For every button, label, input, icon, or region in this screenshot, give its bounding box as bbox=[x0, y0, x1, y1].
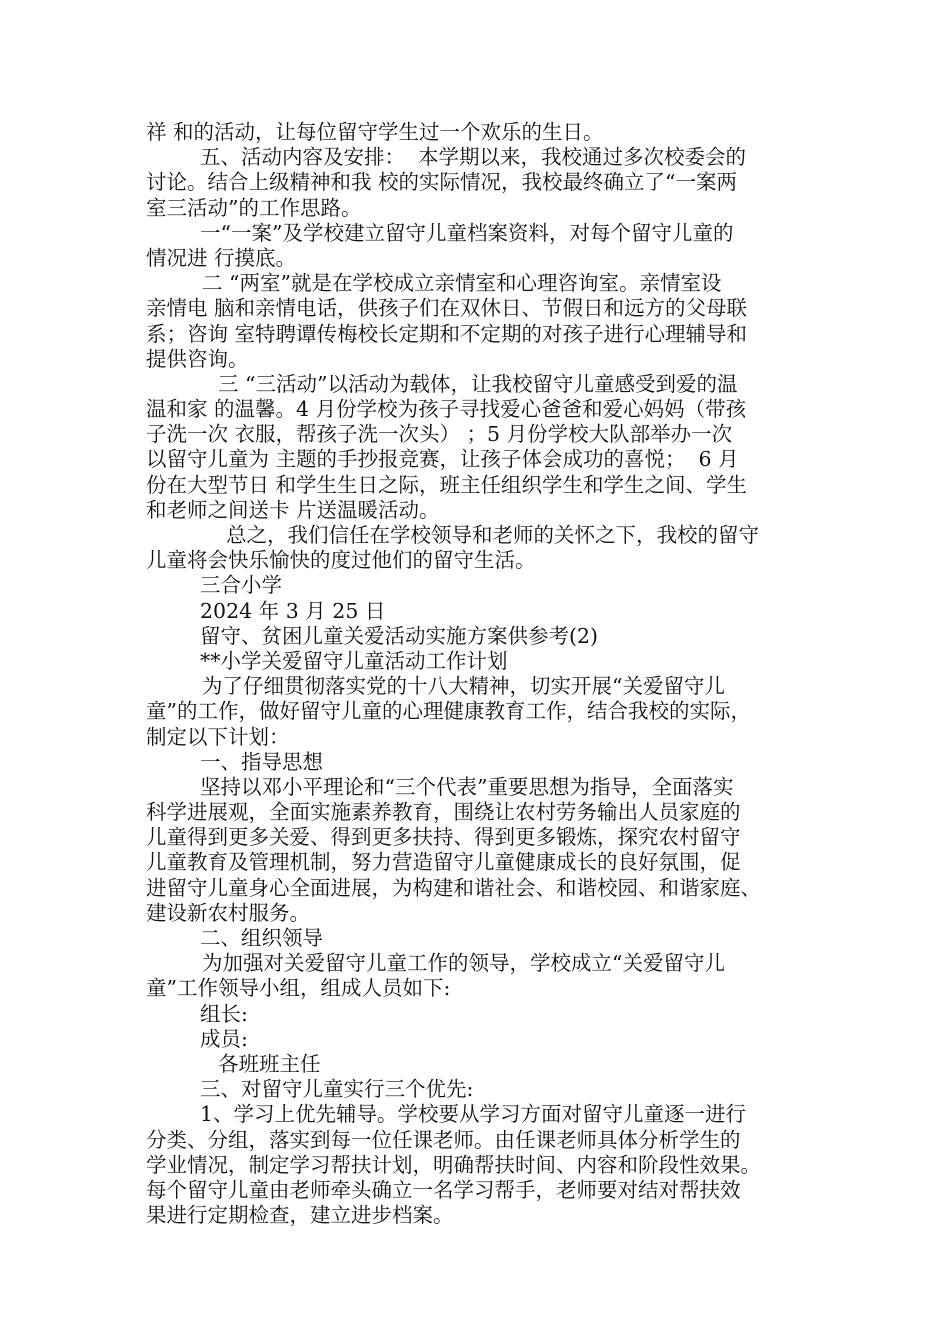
text-line: 以留守儿童为 主题的手抄报竞赛，让孩子体会成功的喜悦； 6 月 bbox=[146, 447, 739, 472]
text-line: 份在大型节日 和学生生日之际，班主任组织学生和学生之间、学生 bbox=[146, 472, 748, 497]
text-line: 学业情况，制定学习帮扶计划，明确帮扶时间、内容和阶段性效果。 bbox=[146, 1152, 761, 1177]
text-line: 室三活动”的工作思路。 bbox=[146, 195, 362, 220]
text-line: 分类、分组，落实到每一位任课老师。由任课老师具体分析学生的 bbox=[146, 1127, 741, 1152]
text-line: 二 “两室”就是在学校成立亲情室和心理咨询室。亲情室设 bbox=[202, 271, 722, 296]
text-line: 科学进展观，全面实施素养教育，围绕让农村劳务输出人员家庭的 bbox=[146, 800, 741, 825]
text-line: 三合小学 bbox=[200, 573, 282, 598]
text-line: 祥 和的活动，让每位留守学生过一个欢乐的生日。 bbox=[146, 120, 604, 144]
text-line: 儿童得到更多关爱、得到更多扶持、得到更多锻炼，探究农村留守 bbox=[146, 825, 741, 850]
text-line: 讨论。结合上级精神和我 校的实际情况，我校最终确立了“一案两 bbox=[146, 170, 737, 195]
text-line: 为了仔细贯彻落实党的十八大精神，切实开展“关爱留守儿 bbox=[202, 674, 725, 699]
text-line: 为加强对关爱留守儿童工作的领导，学校成立“关爱留守儿 bbox=[202, 951, 725, 976]
text-line: 2024 年 3 月 25 日 bbox=[200, 598, 386, 623]
text-line: 童”的工作，做好留守儿童的心理健康教育工作，结合我校的实际， bbox=[146, 699, 751, 724]
text-line: 留守、贫困儿童关爱活动实施方案供参考(2) bbox=[200, 623, 599, 648]
text-line: 进留守儿童身心全面进展，为构建和谐社会、和谐校园、和谐家庭、 bbox=[146, 875, 761, 900]
text-line: 各班班主任 bbox=[218, 1051, 321, 1076]
text-line: 三 “三活动”以活动为载体，让我校留守儿童感受到爱的温 bbox=[218, 371, 738, 396]
text-line: 情况进 行摸底。 bbox=[146, 245, 297, 270]
text-line: 和老师之间送卡 片送温暖活动。 bbox=[146, 497, 440, 522]
document-page bbox=[146, 120, 816, 1228]
text-line: 二、组织领导 bbox=[200, 926, 323, 950]
text-line: 三、对留守儿童实行三个优先: bbox=[200, 1077, 474, 1102]
text-line: 温和家 的温馨。4 月份学校为孩子寻找爱心爸爸和爱心妈妈（带孩 bbox=[146, 397, 747, 422]
text-line: 总之，我们信任在学校领导和老师的关怀之下，我校的留守 bbox=[226, 523, 759, 547]
text-line: **小学关爱留守儿童活动工作计划 bbox=[200, 648, 508, 673]
text-line: 建设新农村服务。 bbox=[146, 900, 310, 925]
text-line: 一、指导思想 bbox=[200, 749, 323, 774]
text-line: 果进行定期检查，建立进步档案。 bbox=[146, 1203, 454, 1228]
text-line: 儿童教育及管理机制，努力营造留守儿童健康成长的良好氛围，促 bbox=[146, 850, 741, 875]
text-line: 童”工作领导小组，组成人员如下: bbox=[146, 976, 451, 1001]
text-line: 提供咨询。 bbox=[146, 346, 249, 371]
text-line: 一“一案”及学校建立留守儿童档案资料，对每个留守儿童的 bbox=[200, 220, 734, 245]
text-line: 子洗一次 衣服，帮孩子洗一次头） ；5 月份学校大队部举办一次 bbox=[146, 422, 733, 447]
text-line: 1、学习上优先辅导。学校要从学习方面对留守儿童逐一进行 bbox=[200, 1102, 747, 1127]
text-line: 五、活动内容及安排： 本学期以来，我校通过多次校委会的 bbox=[200, 145, 747, 170]
text-line: 坚持以邓小平理论和“三个代表”重要思想为指导，全面落实 bbox=[200, 774, 734, 799]
text-line: 每个留守儿童由老师牵头确立一名学习帮手，老师要对结对帮扶效 bbox=[146, 1177, 741, 1202]
text-line: 儿童将会快乐愉快的度过他们的留守生活。 bbox=[146, 548, 536, 573]
text-line: 系；咨询 室特聘谭传梅校长定期和不定期的对孩子进行心理辅导和 bbox=[146, 321, 748, 346]
text-line: 亲情电 脑和亲情电话，供孩子们在双休日、节假日和远方的父母联 bbox=[146, 296, 748, 321]
text-line: 成员: bbox=[200, 1026, 248, 1051]
text-line: 制定以下计划： bbox=[146, 724, 290, 749]
text-line: 组长: bbox=[200, 1001, 248, 1026]
